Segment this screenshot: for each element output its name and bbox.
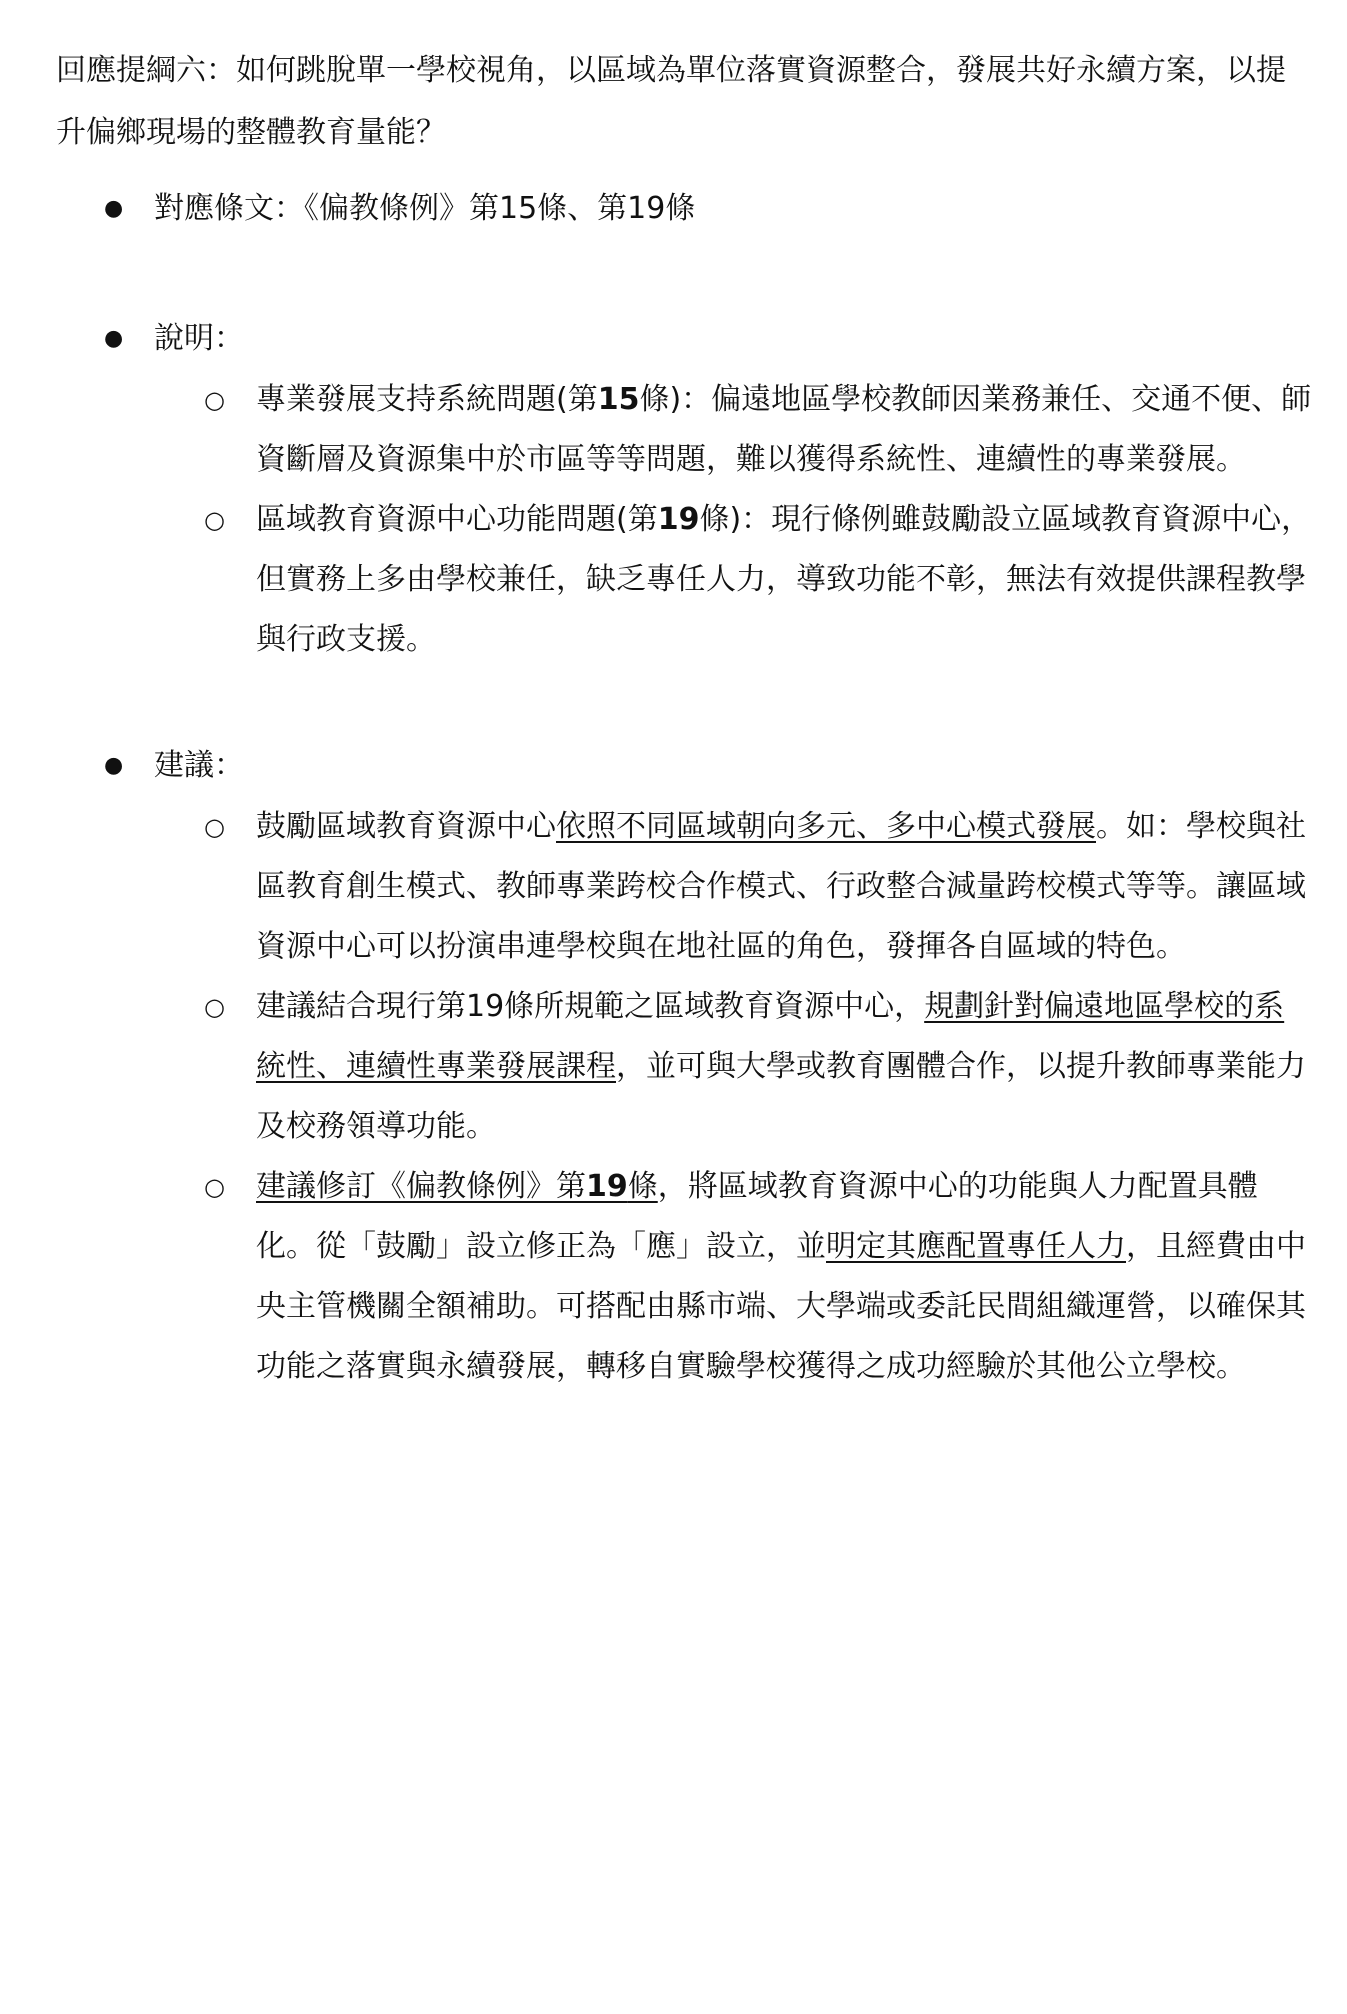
bullet-icon: ● — [104, 753, 124, 778]
explanation-item: ○ 區域教育資源中心功能問題(第19條)：現行條例雖鼓勵設立區域教育資源中心，但實務上多由學校兼任，缺乏專任人力，導致功能不彰，無法有效提供課程教學與行政支援。 — [204, 490, 1314, 670]
suggestions-list — [204, 797, 1314, 1397]
circle-bullet-icon: ○ — [204, 1173, 225, 1201]
suggestion-item: ○ 建議修訂《偏教條例》第19條，將區域教育資源中心的功能與人力配置具體化。從「鼓勵」設立修正為「應」設立，並明定其應配置專任人力，且經費由中央主管機關全額補助。可搭配由縣市端、大學端或委託民間組織運營，以確保其功能之落實與永續發展，轉移自實驗學校獲得之成功經驗於其他公立學校。 — [204, 1157, 1314, 1397]
explanation-list — [204, 370, 1314, 670]
explanation-bullet — [104, 308, 244, 370]
bullet-icon: ● — [104, 196, 124, 221]
bullet-icon: ● — [104, 326, 124, 351]
suggestions-label: 建議： — [154, 748, 244, 783]
explanation-label: 說明： — [154, 321, 244, 356]
article-label: 對應條文： — [154, 191, 304, 226]
article-bullet — [104, 178, 695, 240]
circle-bullet-icon: ○ — [204, 506, 225, 534]
suggestion-item: ○ 建議結合現行第19條所規範之區域教育資源中心，規劃針對偏遠地區學校的系統性、連續性專業發展課程，並可與大學或教育團體合作，以提升教師專業能力及校務領導功能。 — [204, 977, 1314, 1157]
circle-bullet-icon: ○ — [204, 386, 225, 414]
circle-bullet-icon: ○ — [204, 993, 225, 1021]
explanation-item: ○ 專業發展支持系統問題(第15條)：偏遠地區學校教師因業務兼任、交通不便、師資斷層及資源集中於市區等等問題，難以獲得系統性、連續性的專業發展。 — [204, 370, 1314, 490]
circle-bullet-icon: ○ — [204, 813, 225, 841]
section-heading: 回應提綱六：如何跳脫單一學校視角，以區域為單位落實資源整合，發展共好永續方案，以提升偏鄉現場的整體教育量能？ — [56, 53, 1286, 150]
article-text: 《偏教條例》第15條、第19條 — [304, 191, 696, 226]
suggestion-item: ○ 鼓勵區域教育資源中心依照不同區域朝向多元、多中心模式發展。如：學校與社區教育創生模式、教師專業跨校合作模式、行政整合減量跨校模式等等。讓區域資源中心可以扮演串連學校與在地社區的角色，發揮各自區域的特色。 — [204, 797, 1314, 977]
suggestions-bullet — [104, 735, 244, 797]
